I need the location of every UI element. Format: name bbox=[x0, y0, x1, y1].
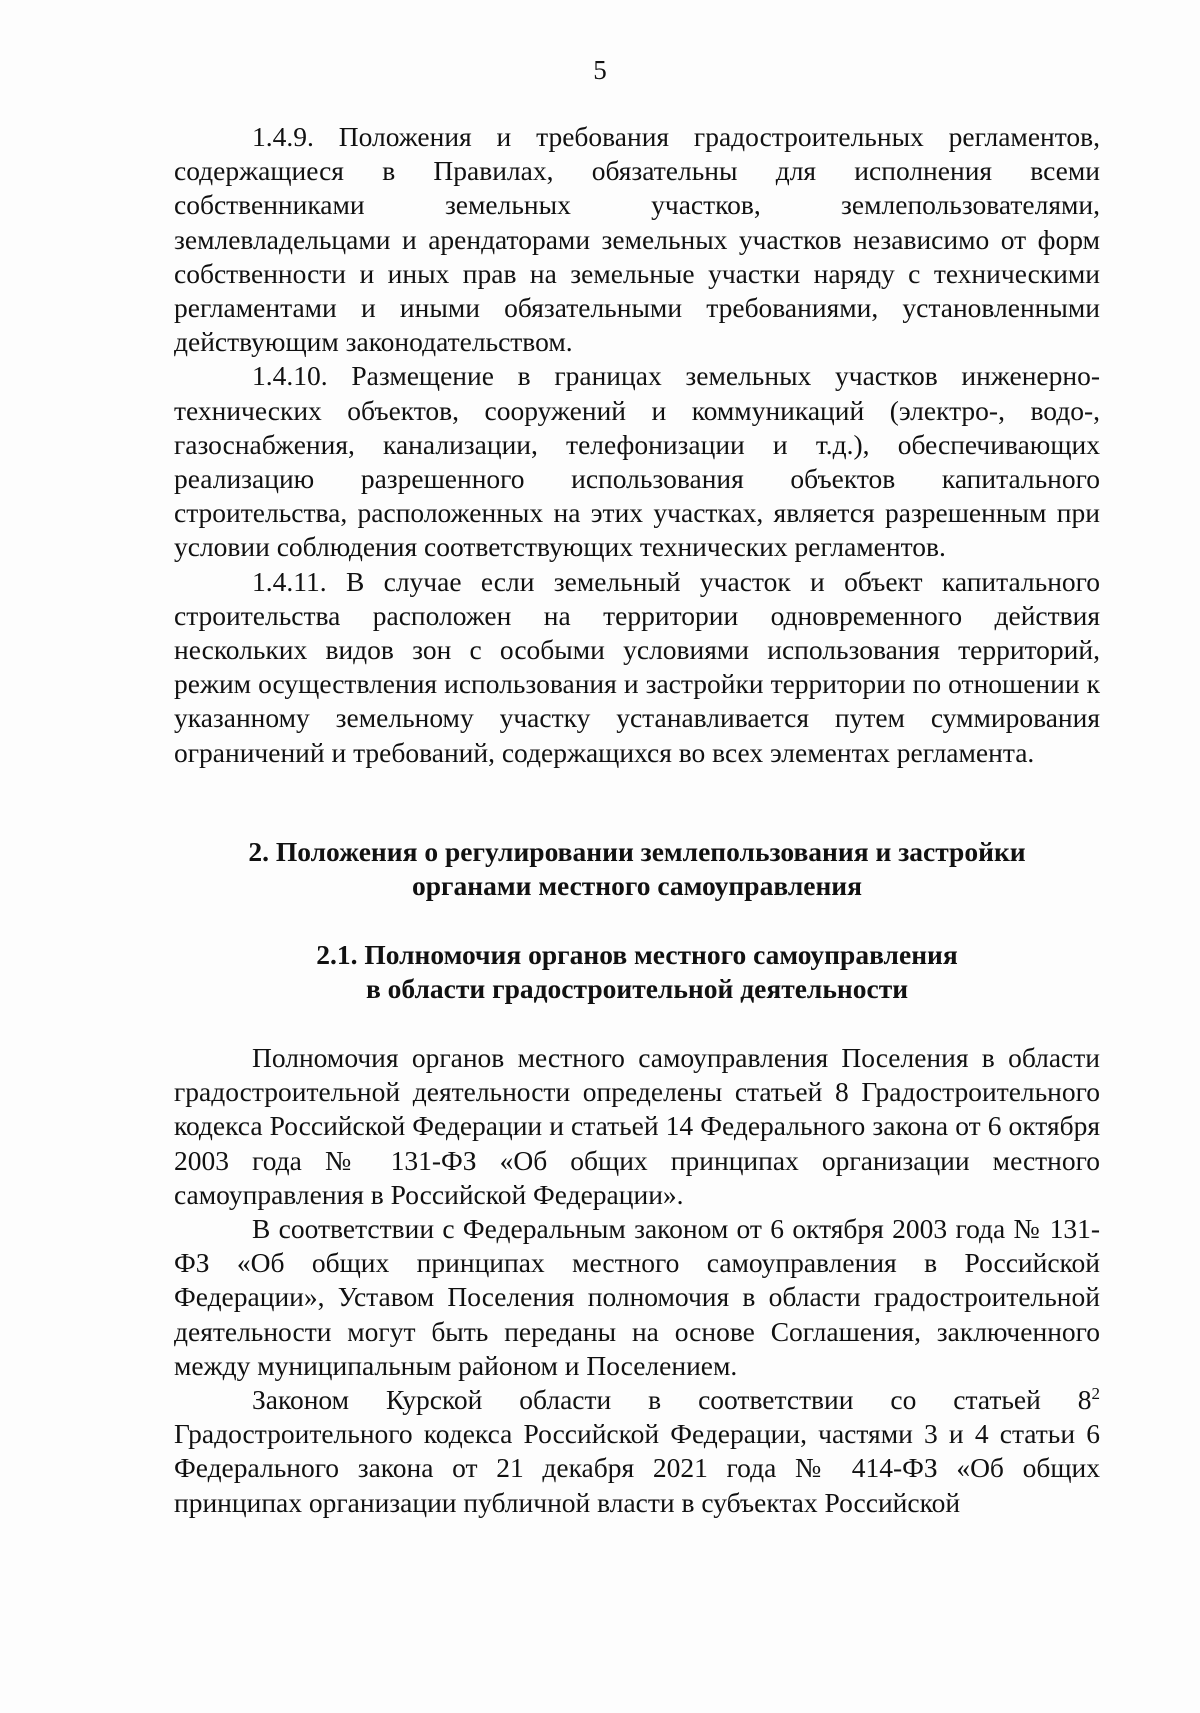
clause-text: Положения и требования градостроительных регламентов, содержащиеся в Правилах, обязательны для исполнения всеми собственниками земельных участков, землепользователями, землевладельцами и арендаторами земельных участков независимо от форм собственности и иных прав на земельные участки наряду с техническими регламентами и иными обязательными требованиями, установленными действующим законодательством. bbox=[174, 121, 1101, 358]
section-2-1-heading-line-1: 2.1. Полномочия органов местного самоуправления bbox=[316, 939, 958, 970]
paragraph-kursk-law bbox=[174, 1383, 1100, 1520]
superscript: 2 bbox=[1091, 1383, 1100, 1403]
paragraph-kursk-law-end: Градостроительного кодекса Российской Федерации, частями 3 и 4 статьи 6 Федерального закона от 21 декабря 2021 года № 414-ФЗ «Об общих принципах организации публичной власти в субъектах Российской bbox=[174, 1418, 1100, 1518]
paragraph-powers: Полномочия органов местного самоуправления Поселения в области градостроительной деятельности определены статьей 8 Градостроительного кодекса Российской Федерации и статьей 14 Федерального закона от 6 октября 2003 года № 131-ФЗ «Об общих принципах организации местного самоуправления в Российской Федерации». bbox=[174, 1042, 1100, 1210]
clause-1-4-11 bbox=[174, 565, 1100, 770]
section-2-1-heading-line-2: в области градостроительной деятельности bbox=[365, 973, 909, 1004]
clause-number: 1.4.10. bbox=[252, 360, 328, 392]
clause-text: Размещение в границах земельных участков инженерно-технических объектов, сооружений и коммуникаций (электро-, водо-, газоснабжения, канализации, телефонизации и т.д.), обеспечивающих реализацию разрешенного использования объектов капитального строительства, расположенных на этих участках, является разрешенным при условии соблюдения соответствующих технических регламентов. bbox=[174, 360, 1100, 563]
clause-1-4-10 bbox=[174, 359, 1100, 564]
section-2-heading-line-1: 2. Положения о регулировании землепользования и застройки bbox=[248, 836, 1026, 867]
clause-number: 1.4.11. bbox=[252, 565, 327, 597]
section-2-1-body bbox=[174, 1041, 1100, 1520]
clauses-block bbox=[174, 120, 1100, 770]
section-2-1-heading bbox=[174, 938, 1100, 1006]
clause-1-4-9 bbox=[174, 120, 1100, 359]
section-2-heading-line-2: органами местного самоуправления bbox=[411, 870, 863, 901]
paragraph-kursk-law-start: Законом Курской области в соответствии со статьей 8 bbox=[252, 1384, 1092, 1416]
page-number: 5 bbox=[593, 55, 607, 85]
section-2-heading bbox=[174, 835, 1100, 903]
clause-number: 1.4.9. bbox=[252, 121, 314, 152]
paragraph-federal-law: В соответствии с Федеральным законом от 6 октября 2003 года № 131-ФЗ «Об общих принципах местного самоуправления в Российской Федерации», Уставом Поселения полномочия в области градостроительной деятельности могут быть переданы на основе Соглашения, заключенного между муниципальным районом и Поселением. bbox=[174, 1213, 1100, 1381]
clause-text: В случае если земельный участок и объект капитального строительства расположен на территории одновременного действия нескольких видов зон с особыми условиями использования территорий, режим осуществления использования и застройки территории по отношении к указанному земельному участку устанавливается путем суммирования ограничений и требований, содержащихся во всех элементах регламента. bbox=[174, 565, 1101, 768]
